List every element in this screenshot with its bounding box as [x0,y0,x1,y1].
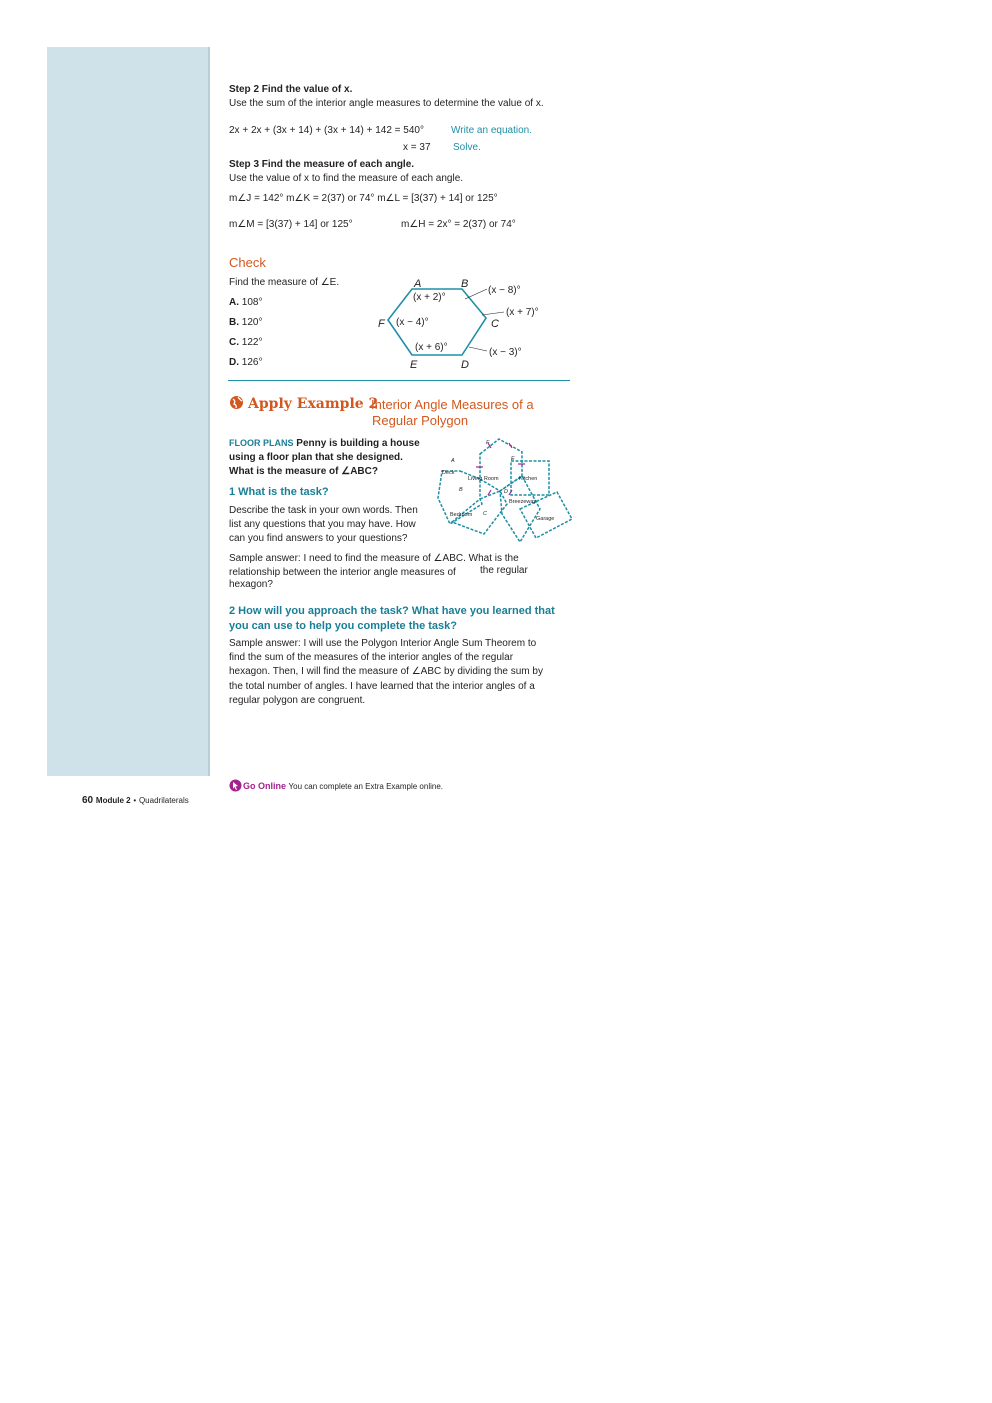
option-c[interactable] [229,336,262,349]
room-kitchen: Kitchen [519,476,538,482]
option-letter: B. [229,317,239,328]
room-bedroom: Bedroom [450,512,473,518]
step2-solution-note: Solve. [453,142,481,153]
check-heading: Check [229,255,266,270]
angle-e-label: (x + 6)° [415,342,448,353]
option-letter: A. [229,297,239,308]
vertex-d: D [461,359,469,371]
apply-prompt-line3: What is the measure of ∠ABC? [229,466,378,477]
point-b: B [459,487,463,493]
point-a: A [451,458,455,464]
option-value: 120° [241,317,263,328]
angle-f-label: (x − 4)° [396,317,429,328]
q2-answer-3: hexagon. Then, I will find the measure of ∠ABC by dividing the sum by [229,666,543,677]
apply-example-label: Apply Example 2 [248,396,379,412]
room-garage: Garage [536,516,555,522]
hexagon-diagram [370,272,550,374]
option-value: 126° [241,357,263,368]
q1-text-2: list any questions that you may have. How [229,519,416,530]
apply-title-line1: Interior Angle Measures of a [371,397,534,412]
angle-d-label: (x − 3)° [489,347,522,358]
apply-prompt-line1 [229,437,420,450]
option-value: 108° [241,297,263,308]
option-value: 122° [241,337,263,348]
option-letter: C. [229,337,239,348]
apply-prompt-line2: using a floor plan that she designed. [229,452,403,463]
q1-answer-2: relationship between the interior angle measures of [229,567,456,578]
q2-heading-1: 2 How will you approach the task? What have you learned that [229,605,555,617]
page-number: 60 [82,795,94,806]
vertex-e: E [410,359,418,371]
option-letter: D. [229,357,239,368]
q1-answer-4: hexagon? [229,579,273,590]
step2-text: Use the sum of the interior angle measures to determine the value of x. [229,98,544,109]
q1-answer-1: Sample answer: I need to find the measure of ∠ABC. What is the [229,553,519,564]
go-online-link[interactable] [243,780,443,793]
q2-answer-4: the total number of angles. I have learned that the interior angles of a [229,681,535,692]
point-f: F [486,440,490,446]
page-footer [82,795,189,806]
apply-title-line2: Regular Polygon [372,413,469,428]
option-d[interactable] [229,356,262,369]
prompt-text: Penny is building a house [296,438,420,449]
q1-heading: 1 What is the task? [229,486,329,498]
step2-solution: x = 37 [403,142,431,153]
room-deck: Deck [442,470,455,476]
option-a[interactable] [229,296,262,309]
q1-text-3: can you find answers to your questions? [229,533,408,544]
step3-text: Use the value of x to find the measure of each angle. [229,173,464,184]
go-online-text: You can complete an Extra Example online. [288,782,443,791]
globe-icon [229,395,244,410]
point-c: C [483,511,487,517]
check-question: Find the measure of ∠E. [229,277,340,288]
point-e: E [511,456,515,462]
q2-heading-2: you can use to help you complete the task? [229,620,457,632]
leader-b [465,289,487,299]
vertex-c: C [491,318,499,330]
floor-plans-tag: FLOOR PLANS [229,438,294,448]
chapter-label: Quadrilaterals [138,796,189,805]
angle-c-label: (x + 7)° [506,307,539,318]
sidebar-divider [208,47,210,776]
vertex-a: A [414,278,422,290]
leader-c [482,312,504,315]
leader-d [469,347,487,351]
q2-answer-1: Sample answer: I will use the Polygon Interior Angle Sum Theorem to [229,638,537,649]
angle-b-label: (x − 8)° [488,285,521,296]
room-breezeway: Breezeway [509,499,537,505]
point-d: D [504,489,508,495]
left-sidebar-panel [47,47,209,776]
living-room-hexagon [480,439,522,491]
step2-equation: 2x + 2x + (3x + 14) + (3x + 14) + 142 = 540° [229,125,424,136]
section-divider [228,380,570,381]
q1-text-1: Describe the task in your own words. Then [229,505,418,516]
module-label: Module 2 [95,796,131,805]
step3-line1: m∠J = 142° m∠K = 2(37) or 74° m∠L = [3(37) + 14] or 125° [229,193,498,204]
step3-line2b: m∠H = 2x° = 2(37) or 74° [401,219,516,230]
go-online-label[interactable]: Go Online [243,781,287,791]
room-living: Living Room [468,476,499,482]
q2-answer-5: regular polygon are congruent. [229,695,366,706]
q2-answer-2: find the sum of the measures of the interior angles of the regular [229,652,514,663]
step3-title: Step 3 Find the measure of each angle. [229,159,415,170]
option-b[interactable] [229,316,262,329]
vertex-b: B [461,278,469,290]
vertex-f: F [378,318,385,330]
angle-a-label: (x + 2)° [413,292,446,303]
q1-answer-3: the regular [480,565,528,576]
step2-equation-note: Write an equation. [451,125,532,136]
step2-title: Step 2 Find the value of x. [229,84,353,95]
footer-bullet: • [133,796,137,805]
floor-plan-diagram [432,434,577,544]
step3-line2a: m∠M = [3(37) + 14] or 125° [229,219,353,230]
go-online-icon [229,779,242,792]
